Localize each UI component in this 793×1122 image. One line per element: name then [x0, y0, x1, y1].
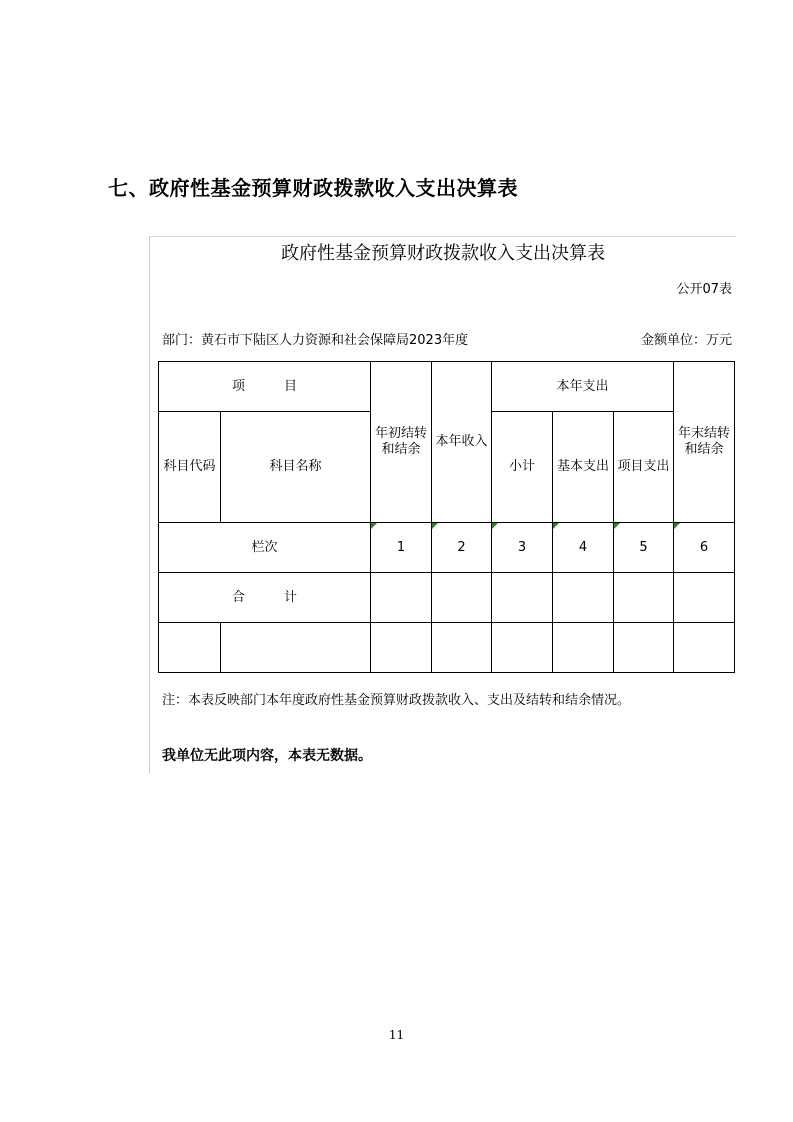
empty-cell	[221, 623, 371, 673]
header-project: 项目支出	[614, 412, 674, 523]
empty-row	[159, 623, 735, 673]
empty-cell	[553, 623, 614, 673]
empty-cell	[432, 623, 492, 673]
header-end-balance: 年末结转和结余	[674, 362, 735, 523]
total-cell	[432, 573, 492, 623]
no-data-statement: 我单位无此项内容，本表无数据。	[162, 748, 372, 764]
empty-cell	[371, 623, 432, 673]
table-frame	[149, 236, 736, 773]
total-cell	[553, 573, 614, 623]
page-number: 11	[388, 1028, 405, 1042]
col-index-4: 4	[553, 523, 614, 573]
total-cell	[492, 573, 553, 623]
empty-cell	[674, 623, 735, 673]
empty-cell	[492, 623, 553, 673]
total-label: 合 计	[159, 573, 371, 623]
total-cell	[614, 573, 674, 623]
form-number: 公开07表	[676, 282, 732, 297]
header-row-1	[159, 362, 735, 412]
empty-cell	[159, 623, 221, 673]
empty-cell	[614, 623, 674, 673]
table-title: 政府性基金预算财政拨款收入支出决算表	[281, 243, 605, 264]
header-begin-balance: 年初结转和结余	[371, 362, 432, 523]
col-index-1: 1	[371, 523, 432, 573]
header-income: 本年收入	[432, 362, 492, 523]
department-label: 部门：黄石市下陆区人力资源和社会保障局2023年度	[162, 333, 469, 348]
header-code: 科目代码	[159, 412, 221, 523]
table-note: 注：本表反映部门本年度政府性基金预算财政拨款收入、支出及结转和结余情况。	[162, 693, 631, 708]
amount-unit-label: 金额单位：万元	[640, 333, 732, 348]
col-index-2: 2	[432, 523, 492, 573]
header-expense: 本年支出	[492, 362, 674, 412]
header-subtotal: 小计	[492, 412, 553, 523]
total-cell	[674, 573, 735, 623]
col-index-6: 6	[674, 523, 735, 573]
row-index-label: 栏次	[159, 523, 371, 573]
row-index	[159, 523, 735, 573]
col-index-5: 5	[614, 523, 674, 573]
header-name: 科目名称	[221, 412, 371, 523]
total-cell	[371, 573, 432, 623]
total-row	[159, 573, 735, 623]
header-item: 项 目	[159, 362, 371, 412]
budget-table	[158, 361, 735, 673]
col-index-3: 3	[492, 523, 553, 573]
section-heading: 七、政府性基金预算财政拨款收入支出决算表	[108, 176, 518, 200]
header-basic: 基本支出	[553, 412, 614, 523]
